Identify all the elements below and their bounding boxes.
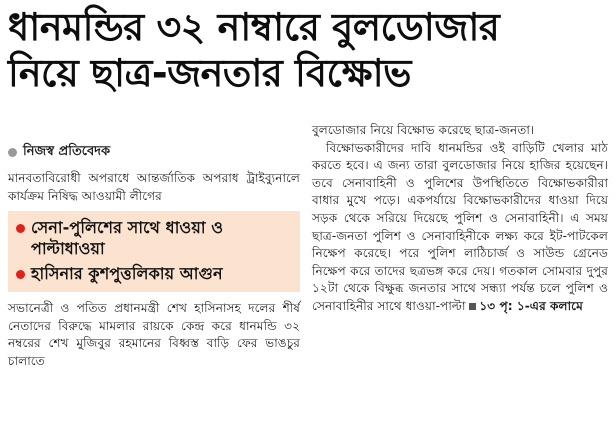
highlight-text: হাসিনার কুশপুত্তলিকায় আগুন	[31, 264, 223, 284]
right-column	[312, 122, 608, 316]
left-body-paragraph: সভানেত্রী ও পতিত প্রধানমন্ত্রী শেখ হাসিনাসহ দলের শীর্ষ নেতাদের বিরুদ্ধে মামলার রায়কে কেন্দ্র করে ধানমন্ডি ৩২ নম্বরের শেখ মুজিবুর রহমানের বিধ্বস্ত বাড়ি ফের ভাঙচুর চালাতে	[8, 301, 300, 368]
red-bullet-icon	[16, 270, 25, 279]
intro-paragraph: মানবতাবিরোধী অপরাধে আন্তর্জাতিক অপরাধ ট্রাইব্যুনালে কার্যক্রম নিষিদ্ধ আওয়ামী লীগের	[8, 171, 300, 203]
byline	[8, 144, 300, 160]
continue-square-icon	[469, 303, 476, 310]
reporter-name: নিজস্ব প্রতিবেদক	[23, 144, 111, 159]
left-body-text	[8, 300, 300, 370]
left-column	[8, 144, 300, 371]
byline-bullet-icon	[8, 148, 17, 157]
highlight-item	[16, 263, 292, 284]
headline-line-2: নিয়ে ছাত্র-জনতার বিক্ষোভ	[8, 51, 411, 95]
highlight-text: সেনা-পুলিশের সাথে ধাওয়া ও পাল্টাধাওয়া	[31, 218, 224, 259]
right-paragraph-1: বুলডোজার নিয়ে বিক্ষোভ করেছে ছাত্র-জনতা।	[312, 123, 535, 137]
red-bullet-icon	[16, 224, 25, 233]
continued-marker	[469, 299, 582, 313]
highlight-box	[8, 211, 300, 292]
headline	[8, 4, 608, 96]
right-paragraph-2-text: বিক্ষোভকারীদের দাবি ধানমন্ডির ওই বাড়িটি খেলার মাঠ করতে হবে। এ জন্য তারা বুলডোজার নিয়ে হাজির হয়েছেন। তবে সেনাবাহিনী ও পুলিশের উপস্থিতিতে বিক্ষোভকারীরা বাধার মুখে পড়ে। একপর্যায়ে বিক্ষোভকারীদের ধাওয়া দিয়ে সড়ক থেকে সরিয়ে দিয়েছে পুলিশ ও সেনাবাহিনী। এ সময় ছাত্র-জনতা পুলিশ ও সেনাবাহিনীকে লক্ষ্য করে ইট-পাটকেল নিক্ষেপ করেছে। পরে পুলিশ লাঠিচার্জ ও সাউন্ড গ্রেনেড নিক্ষেপ করে তাদের ছত্রভঙ্গ করে দেয়। গতকাল সোমবার দুপুর ১২টা থেকে বিক্ষুব্ধ জনতার সাথে সন্ধ্যা পর্যন্ত চলে পুলিশ ও সেনাবাহিনীর সাথে ধাওয়া-পাল্টা	[312, 140, 608, 313]
highlight-item	[16, 217, 292, 259]
headline-line-1: ধানমন্ডির ৩২ নাম্বারে বুলডোজার	[8, 5, 500, 49]
continued-text: ১৩ পৃ: ১-এর কলামে	[479, 298, 583, 313]
right-paragraph-2	[312, 140, 608, 316]
right-body-text	[312, 122, 608, 316]
intro-text	[8, 170, 300, 205]
